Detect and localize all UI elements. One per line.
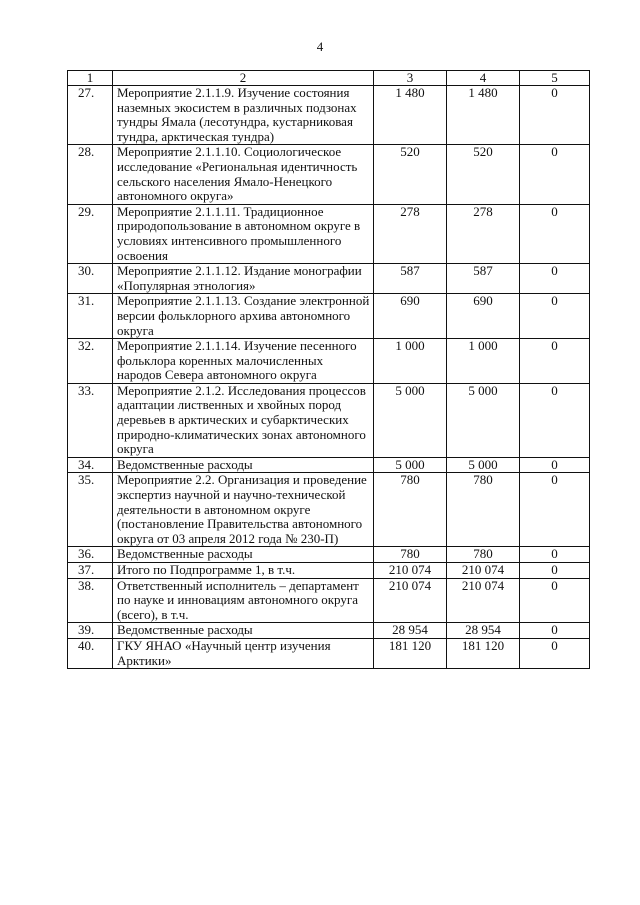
row-description: Мероприятие 2.1.1.12. Издание монографии «Популярная этнология» <box>113 264 374 294</box>
row-number: 40. <box>68 638 113 668</box>
value-col5: 0 <box>520 457 590 473</box>
value-col4: 5 000 <box>447 457 520 473</box>
row-description: Мероприятие 2.1.1.14. Изучение песенного фольклора коренных малочисленных народов Севера автономного округа <box>113 339 374 384</box>
row-number: 38. <box>68 578 113 623</box>
value-col5: 0 <box>520 578 590 623</box>
value-col5: 0 <box>520 623 590 639</box>
value-col3: 278 <box>374 204 447 263</box>
value-col4: 780 <box>447 547 520 563</box>
value-col3: 5 000 <box>374 457 447 473</box>
page-number: 4 <box>316 39 324 54</box>
table-row <box>68 339 590 384</box>
value-col3: 28 954 <box>374 623 447 639</box>
value-col4: 1 000 <box>447 339 520 384</box>
row-description: Мероприятие 2.1.2. Исследования процессов адаптации лиственных и хвойных пород деревьев в арктических и субарктических природно-климатических зонах автономного округа <box>113 383 374 457</box>
row-description: Ведомственные расходы <box>113 623 374 639</box>
row-description: Мероприятие 2.1.1.11. Традиционное природопользование в автономном округе в условиях интенсивного промышленного освоения <box>113 204 374 263</box>
table-row <box>68 204 590 263</box>
table-row <box>68 145 590 204</box>
row-description: ГКУ ЯНАО «Научный центр изучения Арктики» <box>113 638 374 668</box>
row-description: Ведомственные расходы <box>113 547 374 563</box>
table-header-row <box>68 71 590 86</box>
value-col4: 28 954 <box>447 623 520 639</box>
table-row <box>68 294 590 339</box>
value-col5: 0 <box>520 383 590 457</box>
value-col4: 210 074 <box>447 578 520 623</box>
table-row <box>68 86 590 145</box>
value-col5: 0 <box>520 86 590 145</box>
row-description: Ответственный исполнитель – департамент по науке и инновациям автономного округа (всего), в т.ч. <box>113 578 374 623</box>
header-cell: 3 <box>374 71 447 86</box>
table-row <box>68 563 590 579</box>
value-col5: 0 <box>520 473 590 547</box>
value-col3: 520 <box>374 145 447 204</box>
row-description: Мероприятие 2.1.1.13. Создание электронной версии фольклорного архива автономного округа <box>113 294 374 339</box>
value-col5: 0 <box>520 339 590 384</box>
row-number: 31. <box>68 294 113 339</box>
value-col3: 780 <box>374 547 447 563</box>
value-col3: 5 000 <box>374 383 447 457</box>
value-col5: 0 <box>520 294 590 339</box>
row-description: Мероприятие 2.1.1.9. Изучение состояния наземных экосистем в различных подзонах тундры Ямала (лесотундра, кустарниковая тундра, арктическая тундра) <box>113 86 374 145</box>
row-number: 35. <box>68 473 113 547</box>
table-row <box>68 457 590 473</box>
value-col5: 0 <box>520 204 590 263</box>
value-col5: 0 <box>520 638 590 668</box>
row-number: 37. <box>68 563 113 579</box>
value-col3: 780 <box>374 473 447 547</box>
table-row <box>68 578 590 623</box>
row-number: 29. <box>68 204 113 263</box>
table-row <box>68 547 590 563</box>
row-description: Итого по Подпрограмме 1, в т.ч. <box>113 563 374 579</box>
row-number: 39. <box>68 623 113 639</box>
value-col4: 780 <box>447 473 520 547</box>
row-number: 33. <box>68 383 113 457</box>
value-col3: 181 120 <box>374 638 447 668</box>
value-col3: 1 000 <box>374 339 447 384</box>
value-col5: 0 <box>520 145 590 204</box>
budget-table <box>67 70 590 669</box>
header-cell: 2 <box>113 71 374 86</box>
row-number: 27. <box>68 86 113 145</box>
value-col4: 690 <box>447 294 520 339</box>
value-col5: 0 <box>520 547 590 563</box>
row-number: 30. <box>68 264 113 294</box>
value-col4: 278 <box>447 204 520 263</box>
row-description: Мероприятие 2.1.1.10. Социологическое исследование «Региональная идентичность сельского населения Ямало-Ненецкого автономного округа» <box>113 145 374 204</box>
header-cell: 4 <box>447 71 520 86</box>
table-row <box>68 623 590 639</box>
row-description: Ведомственные расходы <box>113 457 374 473</box>
header-cell: 1 <box>68 71 113 86</box>
row-number: 32. <box>68 339 113 384</box>
value-col3: 210 074 <box>374 578 447 623</box>
value-col3: 210 074 <box>374 563 447 579</box>
value-col4: 520 <box>447 145 520 204</box>
row-number: 28. <box>68 145 113 204</box>
value-col4: 587 <box>447 264 520 294</box>
value-col4: 5 000 <box>447 383 520 457</box>
row-description: Мероприятие 2.2. Организация и проведение экспертиз научной и научно-технической деятельности в автономном округе (постановление Правительства автономного округа от 03 апреля 2012 года № 230-П) <box>113 473 374 547</box>
row-number: 36. <box>68 547 113 563</box>
table-row <box>68 383 590 457</box>
value-col5: 0 <box>520 264 590 294</box>
value-col4: 1 480 <box>447 86 520 145</box>
value-col5: 0 <box>520 563 590 579</box>
value-col4: 181 120 <box>447 638 520 668</box>
table-row <box>68 473 590 547</box>
row-number: 34. <box>68 457 113 473</box>
table-row <box>68 638 590 668</box>
value-col3: 587 <box>374 264 447 294</box>
table-row <box>68 264 590 294</box>
value-col3: 690 <box>374 294 447 339</box>
value-col4: 210 074 <box>447 563 520 579</box>
value-col3: 1 480 <box>374 86 447 145</box>
header-cell: 5 <box>520 71 590 86</box>
